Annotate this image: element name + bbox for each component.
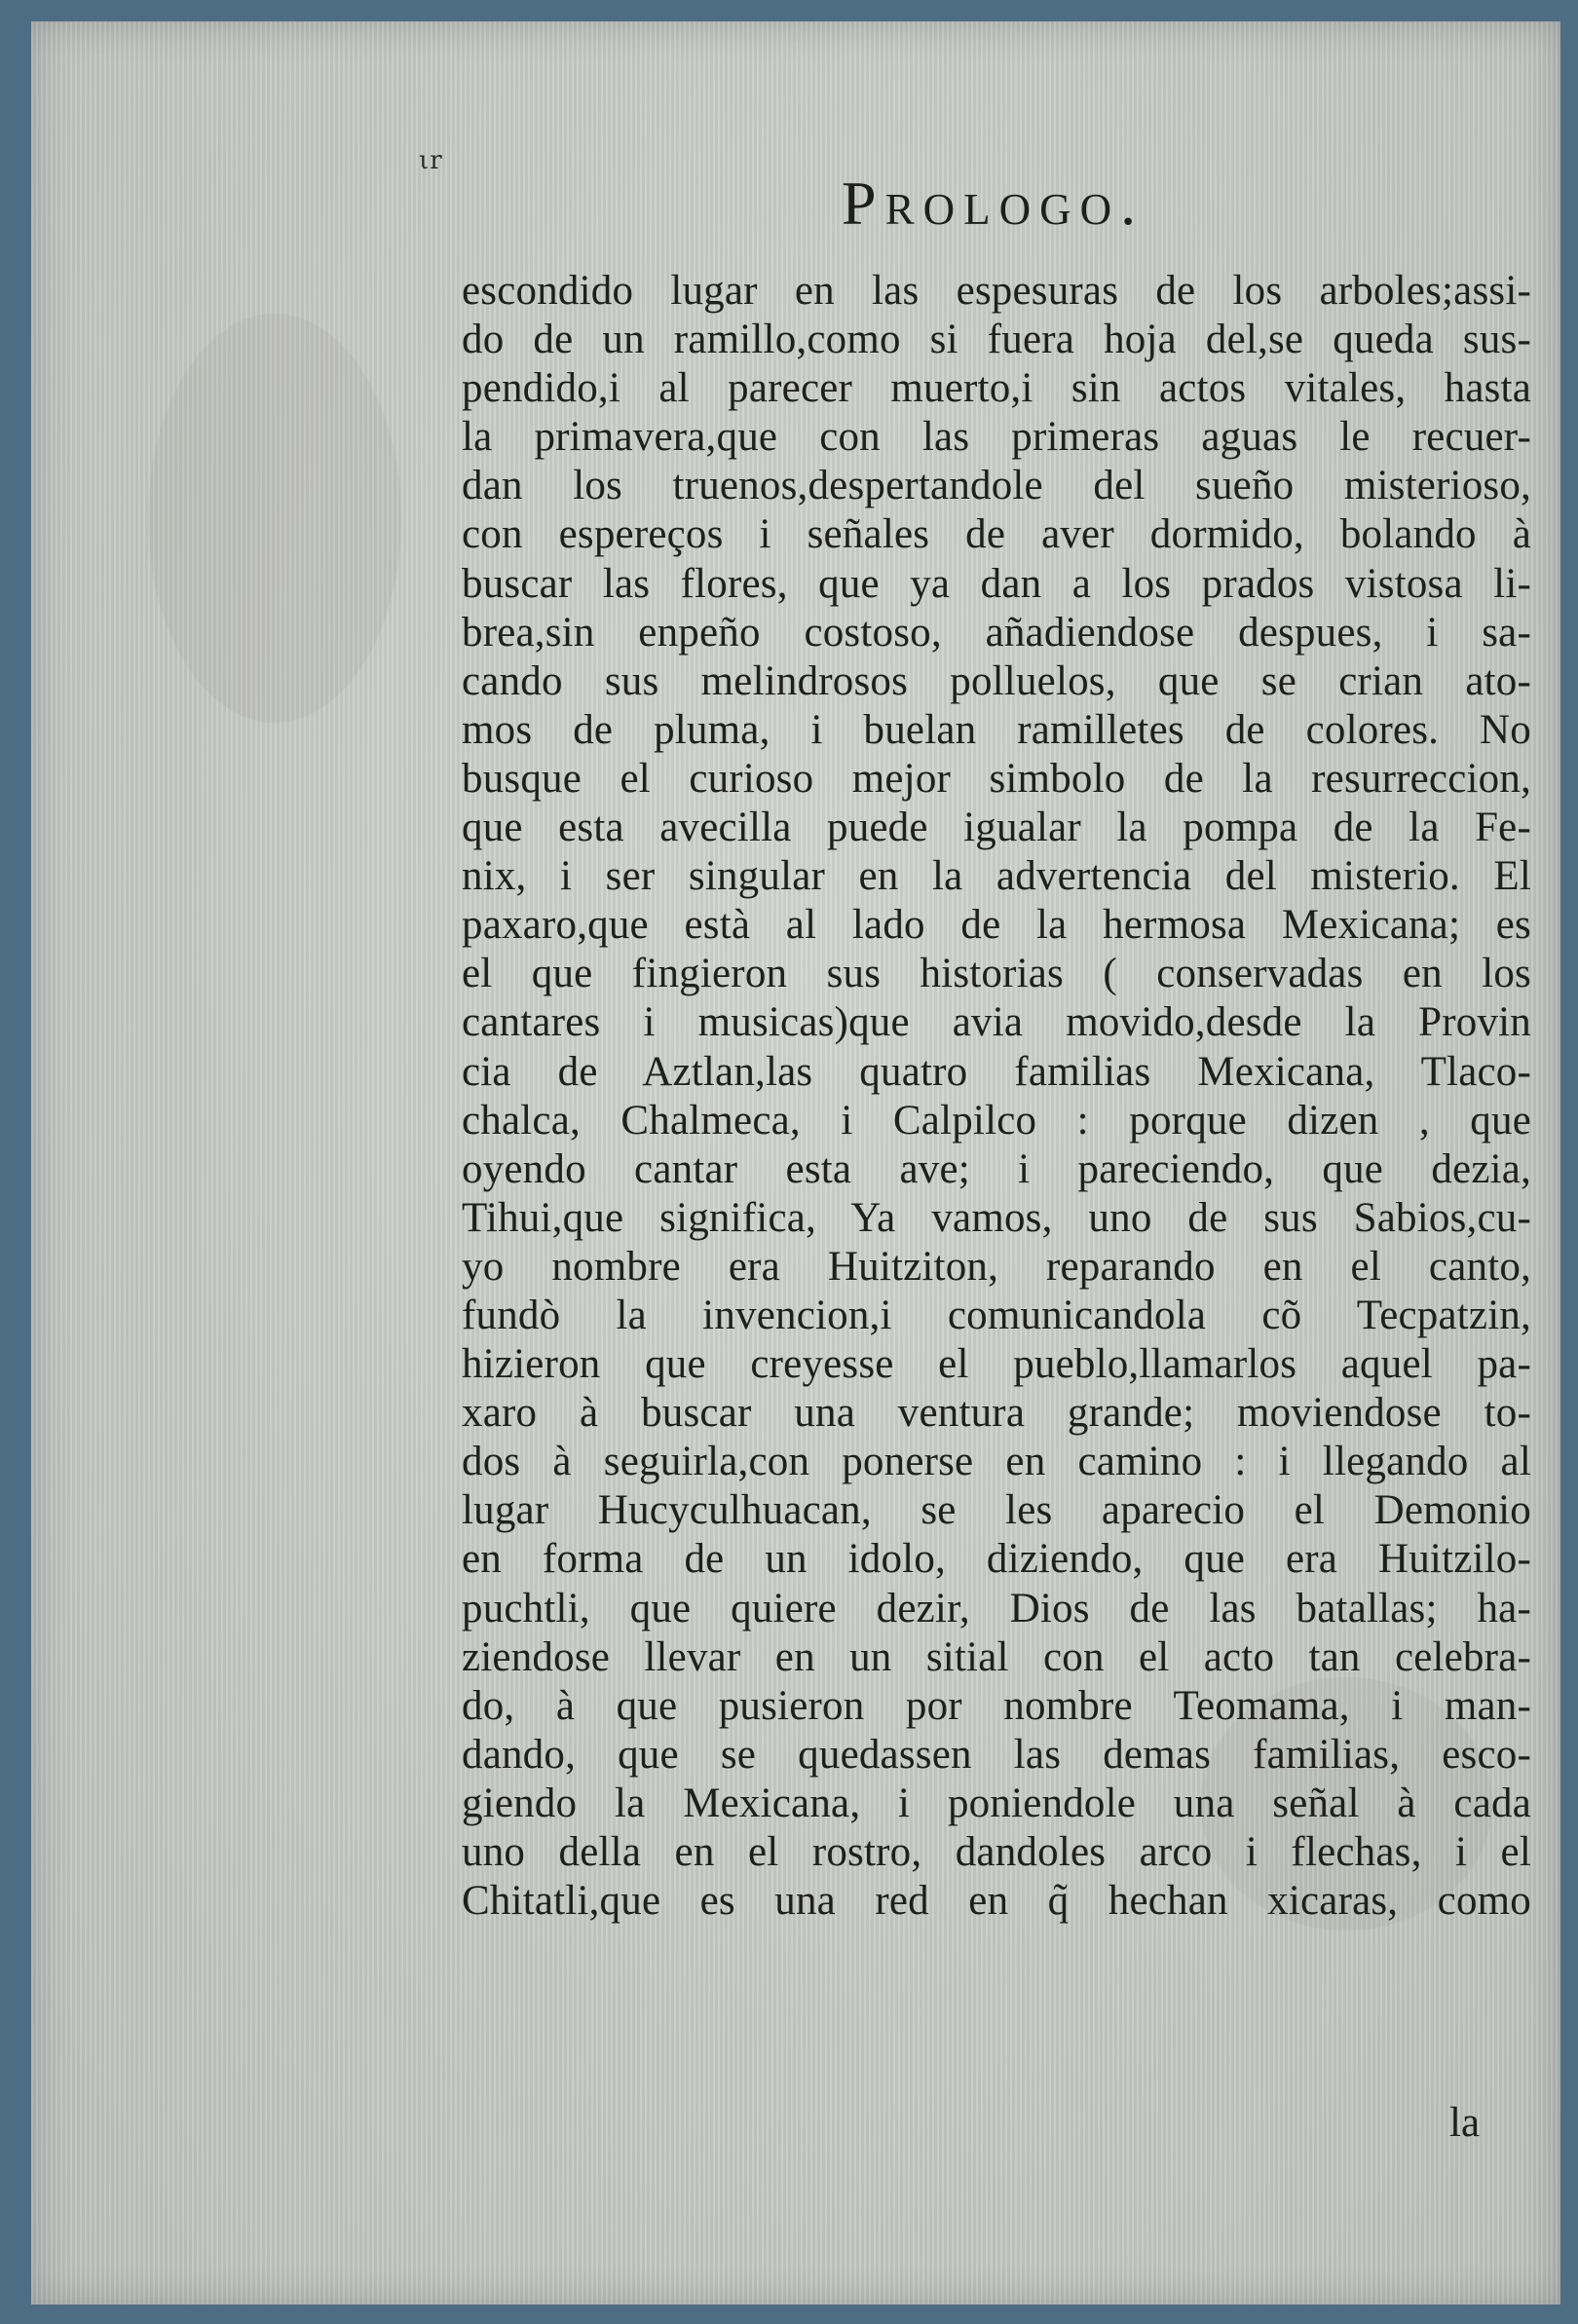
text-line: xaro à buscar una ventura grande; moviendose to-: [462, 1390, 1531, 1437]
text-line: ziendose llevar en un sitial con el acto tan celebra-: [462, 1633, 1531, 1680]
catchword: la: [1449, 2100, 1481, 2146]
text-line: puchtli, que quiere dezir, Dios de las batallas; ha-: [462, 1585, 1531, 1631]
text-line: que esta avecilla puede igualar la pompa de la Fe-: [462, 805, 1531, 851]
text-line: yo nombre era Huitziton, reparando en el canto,: [462, 1243, 1531, 1290]
text-line: cia de Aztlan,las quatro familias Mexicana, Tlaco-: [462, 1048, 1531, 1095]
text-line: con espereços i señales de aver dormido, bolando à: [462, 511, 1531, 558]
text-line: busque el curioso mejor simbolo de la resurreccion,: [462, 755, 1531, 802]
text-line: escondido lugar en las espesuras de los arboles;assi-: [462, 268, 1531, 314]
text-line: dando, que se quedassen las demas familias, esco-: [462, 1731, 1531, 1778]
paper-stain: [148, 314, 401, 723]
text-line: en forma de un idolo, diziendo, que era Huitzilo-: [462, 1536, 1531, 1583]
text-line: hizieron que creyesse el pueblo,llamarlos aquel pa-: [462, 1341, 1531, 1388]
text-line: lugar Hucyculhuacan, se les aparecio el Demonio: [462, 1487, 1531, 1534]
text-line: buscar las flores, que ya dan a los prados vistosa li-: [462, 560, 1531, 607]
body-text: [462, 267, 1531, 1926]
text-line: uno della en el rostro, dandoles arco i flechas, i el: [462, 1829, 1531, 1875]
text-line: do de un ramillo,como si fuera hoja del,se queda sus-: [462, 317, 1531, 363]
text-line: do, à que pusieron por nombre Teomama, i man-: [462, 1682, 1531, 1729]
text-line: paxaro,que està al lado de la hermosa Mexicana; es: [462, 902, 1531, 949]
text-line: oyendo cantar esta ave; i pareciendo, que dezia,: [462, 1145, 1531, 1192]
text-line: cando sus melindrosos polluelos, que se crian ato-: [462, 657, 1531, 704]
text-line: fundò la invencion,i comunicandola cõ Tecpatzin,: [462, 1292, 1531, 1338]
text-line: pendido,i al parecer muerto,i sin actos vitales, hasta: [462, 365, 1531, 412]
page-heading: Prologo.: [842, 169, 1146, 238]
text-line: mos de pluma, i buelan ramilletes de colores. No: [462, 706, 1531, 753]
folio-mark: ιr: [419, 146, 443, 175]
text-line: el que fingieron sus historias ( conservadas en los: [462, 951, 1531, 997]
book-page: [31, 21, 1560, 2305]
text-line: dan los truenos,despertandole del sueño misterioso,: [462, 463, 1531, 509]
text-line: giendo la Mexicana, i poniendole una señal à cada: [462, 1780, 1531, 1826]
text-line: la primavera,que con las primeras aguas le recuer-: [462, 414, 1531, 461]
text-line: Chitatli,que es una red en q̃ hechan xicaras, como: [462, 1878, 1531, 1925]
text-line: nix, i ser singular en la advertencia del misterio. El: [462, 853, 1531, 900]
text-line: Tihui,que significa, Ya vamos, uno de sus Sabios,cu-: [462, 1194, 1531, 1241]
text-line: cantares i musicas)que avia movido,desde la Provin: [462, 999, 1531, 1046]
text-line: brea,sin enpeño costoso, añadiendose despues, i sa-: [462, 609, 1531, 656]
text-line: chalca, Chalmeca, i Calpilco : porque dizen , que: [462, 1097, 1531, 1143]
text-line: dos à seguirla,con ponerse en camino : i llegando al: [462, 1439, 1531, 1485]
